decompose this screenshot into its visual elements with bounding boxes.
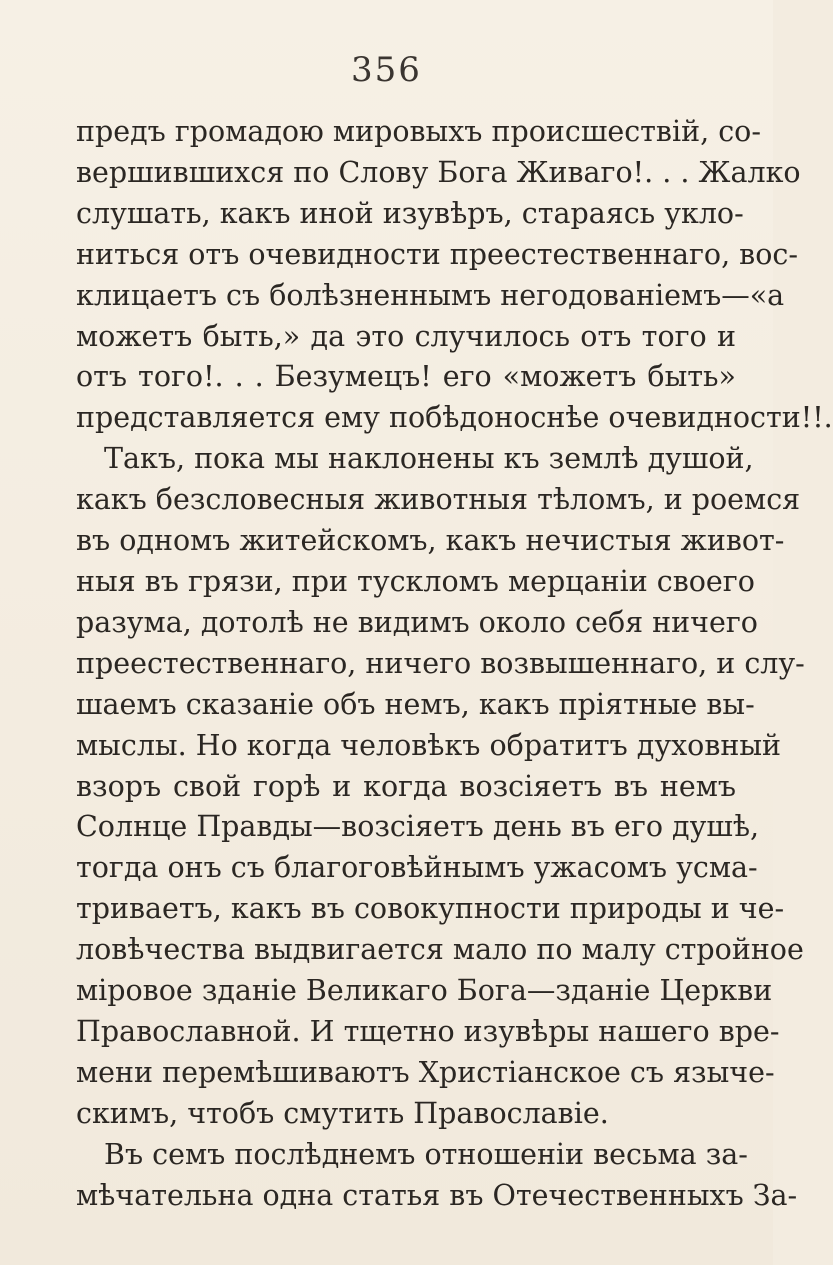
text-line: ловѣчества выдвигается мало по малу стройное bbox=[76, 933, 804, 967]
text-line: ниться отъ очевидности преестественнаго, вос- bbox=[76, 237, 798, 271]
text-line: мѣчательна одна статья въ Отечественныхъ За- bbox=[76, 1178, 798, 1212]
text-line: Православной. И тщетно изувѣры нашего вре- bbox=[76, 1014, 780, 1048]
text-line: Такъ, пока мы наклонены къ землѣ душой, bbox=[104, 442, 754, 476]
text-line: какъ безсловесныя животныя тѣломъ, и роемся bbox=[76, 483, 801, 517]
text-line: разума, дотолѣ не видимъ около себя ничего bbox=[76, 605, 758, 639]
text-line: преестественнаго, ничего возвышеннаго, и слу- bbox=[76, 646, 805, 680]
text-line: въ одномъ житейскомъ, какъ нечистыя живот- bbox=[76, 524, 785, 558]
text-line: можетъ быть,» да это случилось отъ того и bbox=[76, 319, 736, 353]
text-line: тогда онъ съ благоговѣйнымъ ужасомъ усма- bbox=[76, 851, 758, 885]
text-line: вершившихся по Слову Бога Живаго!. . . Жалко bbox=[76, 155, 801, 189]
text-line: отъ того!. . . Безумецъ! его «можетъ быть» bbox=[76, 360, 736, 394]
text-line: ныя въ грязи, при тускломъ мерцаніи своего bbox=[76, 564, 755, 598]
text-line: Въ семъ послѣднемъ отношеніи весьма за- bbox=[104, 1137, 748, 1171]
text-line: скимъ, чтобъ смутить Православіе. bbox=[76, 1096, 609, 1130]
text-line: слушать, какъ иной изувѣръ, стараясь укло- bbox=[76, 196, 744, 230]
page-number: 356 bbox=[351, 50, 422, 90]
text-line: предъ громадою мировыхъ происшествій, со- bbox=[76, 115, 761, 148]
text-line: шаемъ сказаніе объ немъ, какъ пріятные вы- bbox=[76, 687, 755, 721]
text-line: представляется ему побѣдоноснѣе очевидности!!. bbox=[76, 401, 833, 435]
text-line: міровое зданіе Великаго Бога—зданіе Церкви bbox=[76, 974, 773, 1008]
text-line: мени перемѣшиваютъ Христіанское съ языче- bbox=[76, 1055, 775, 1089]
text-line: клицаетъ съ болѣзненнымъ негодованіемъ—«а bbox=[76, 278, 785, 312]
text-line: взоръ свой горѣ и когда возсіяетъ въ немъ bbox=[76, 769, 736, 803]
page-body-text bbox=[76, 112, 833, 1216]
text-line: триваетъ, какъ въ совокупности природы и че- bbox=[76, 892, 785, 926]
text-line: мыслы. Но когда человѣкъ обратитъ духовный bbox=[76, 728, 782, 762]
text-line: Солнце Правды—возсіяетъ день въ его душѣ, bbox=[76, 810, 760, 844]
